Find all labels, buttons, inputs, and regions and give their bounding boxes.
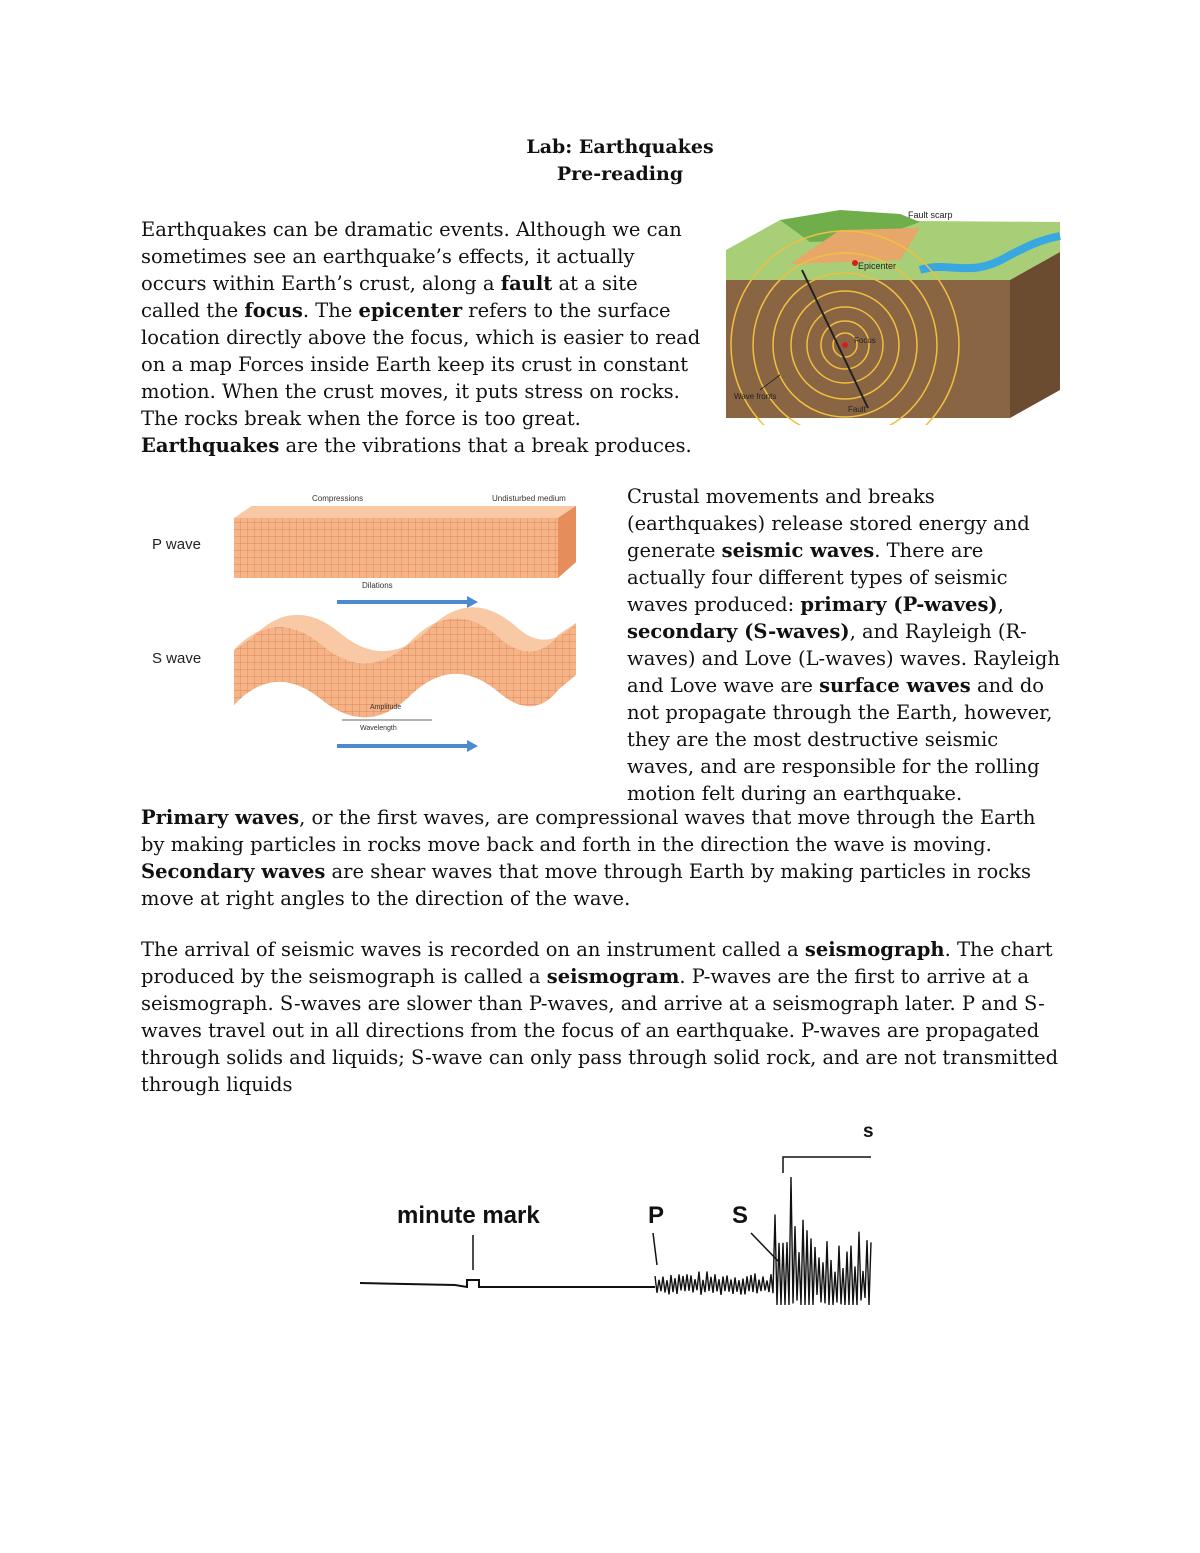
bold-term: surface waves bbox=[819, 674, 971, 697]
bold-term: seismic waves bbox=[721, 539, 875, 562]
bold-term: Primary waves bbox=[141, 806, 300, 829]
bold-term: primary (P-waves) bbox=[800, 593, 998, 616]
text-run: , or the first waves, are compressional waves that move through the Earth by making particles in rocks move back and forth in the direction the wave is moving. bbox=[141, 806, 1036, 856]
text-run: at a site called the bbox=[141, 272, 638, 322]
label-p-wave: P wave bbox=[152, 536, 201, 553]
block-side-face bbox=[1010, 252, 1060, 418]
bold-term: secondary (S-waves) bbox=[627, 620, 850, 643]
text-run: , and Rayleigh (R-waves) and Love (L-waves) waves. Rayleigh and Love wave are bbox=[627, 620, 1060, 697]
seismogram-figure bbox=[355, 1115, 880, 1315]
text-run: are shear waves that move through Earth by making particles in rocks move at right angles to the direction of the wave. bbox=[141, 860, 1031, 910]
text-run: . The chart produced by the seismograph is called a bbox=[141, 938, 1053, 988]
label-dilations: Dilations bbox=[362, 581, 393, 590]
bold-term: epicenter bbox=[358, 299, 463, 322]
text-run: , bbox=[997, 593, 1004, 616]
bold-term: seismogram bbox=[546, 965, 680, 988]
label-fault-scarp: Fault scarp bbox=[908, 210, 953, 220]
seismic-trace bbox=[655, 1177, 871, 1305]
text-run: and do not propagate through the Earth, however, they are the most destructive seismic waves, and are responsible for the rolling motion felt during an earthquake. bbox=[627, 674, 1053, 805]
bold-term: Earthquakes bbox=[141, 434, 280, 457]
text-run: Crustal movements and breaks (earthquakes) release stored energy and generate bbox=[627, 485, 1030, 562]
label-focus: Focus bbox=[854, 336, 876, 345]
text-run: refers to the surface location directly above the focus, which is easier to read on a map Forces inside Earth keep its crust in constant motion. When the crust moves, it puts stress on rocks. The rocks break when the force is too great. bbox=[141, 299, 701, 430]
label-wave-fronts: Wave fronts bbox=[734, 392, 777, 401]
text-run: The arrival of seismic waves is recorded on an instrument called a bbox=[141, 938, 805, 961]
label-epicenter: Epicenter bbox=[858, 261, 897, 271]
paragraph-intro bbox=[141, 216, 701, 459]
baseline-trace bbox=[360, 1280, 655, 1287]
label-p: P bbox=[648, 1202, 665, 1229]
label-s-surface: s bbox=[863, 1121, 874, 1142]
label-wavelength: Wavelength bbox=[360, 725, 397, 732]
page-subtitle: Pre-reading bbox=[556, 163, 684, 185]
label-amplitude: Amplitude bbox=[370, 704, 402, 711]
bold-term: fault bbox=[500, 272, 553, 295]
focus-point bbox=[842, 342, 848, 348]
s-wave-block bbox=[234, 607, 576, 717]
text-run: are the vibrations that a break produces. bbox=[279, 434, 692, 457]
label-s-wave: S wave bbox=[152, 650, 202, 667]
page-title: Lab: Earthquakes bbox=[526, 136, 714, 158]
paragraph-seismic-waves bbox=[627, 483, 1067, 807]
s-bracket bbox=[783, 1157, 871, 1173]
label-minute-mark: minute mark bbox=[397, 1202, 540, 1229]
label-s: S bbox=[732, 1202, 749, 1229]
bold-term: focus bbox=[244, 299, 303, 322]
p-wave-block bbox=[234, 506, 576, 578]
label-fault: Fault bbox=[848, 405, 866, 414]
label-compressions: Compressions bbox=[312, 494, 364, 503]
paragraph-primary-secondary bbox=[141, 804, 1061, 912]
label-undisturbed: Undisturbed medium bbox=[492, 494, 566, 503]
p-s-wave-figure bbox=[142, 480, 610, 765]
bold-term: seismograph bbox=[804, 938, 945, 961]
paragraph-seismograph bbox=[141, 936, 1071, 1098]
text-run: . The bbox=[302, 299, 359, 322]
p-pointer bbox=[653, 1233, 657, 1265]
text-run: Earthquakes can be dramatic events. Although we can sometimes see an earthquake’s effects, it actually occurs within Earth’s crust, along a bbox=[141, 218, 682, 295]
fault-block-figure bbox=[720, 200, 1070, 425]
bold-term: Secondary waves bbox=[141, 860, 326, 883]
text-run: . P-waves are the first to arrive at a seismograph. S-waves are slower than P-waves, and arrive at a seismograph later. P and S-waves travel out in all directions from the focus of an earthquake. P-waves are propagated through solids and liquids; S-wave can only pass through solid rock, and are not transmitted through liquids bbox=[141, 965, 1059, 1096]
text-run: . There are actually four different types of seismic waves produced: bbox=[627, 539, 1008, 616]
